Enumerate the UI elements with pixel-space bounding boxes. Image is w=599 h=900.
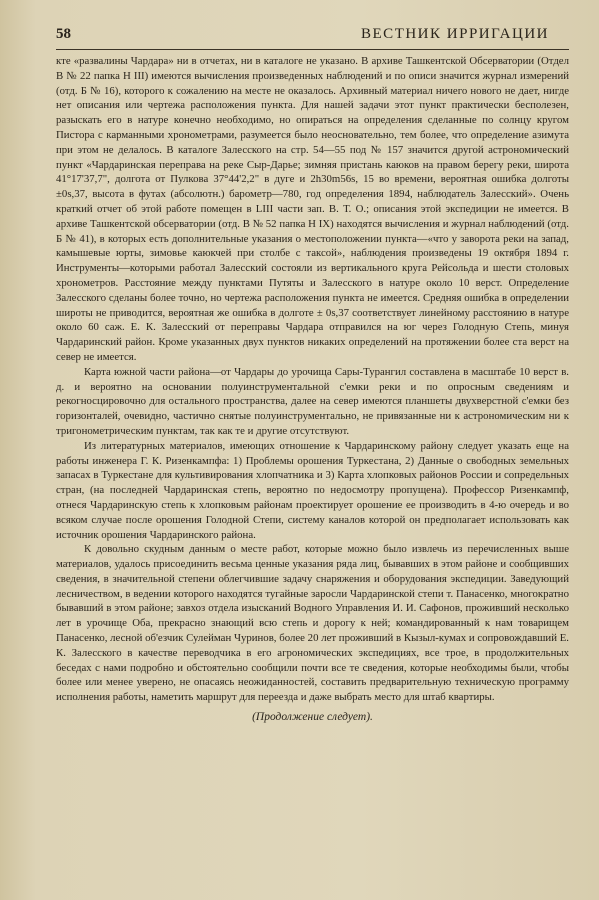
continued-note: (Продолжение следует). (252, 711, 373, 724)
article-body (56, 54, 569, 705)
paragraph-4: К довольно скудным данным о месте работ, которые можно было извлечь из перечисленных выше материалов, удалось присоединить весьма ценные указания ряда лиц, бывавших в этом районе и сообщивших сведения, в значительной степени облегчившие задачу снаряжения и оборудования экспедиции. Заведующий лесничеством, в ведении которого находятся тугайные заросли Чардаринской степи т. Панасенко, многократно бывавший в этом районе; завхоз отдела изысканий Водного Управления И. И. Сафонов, проживший несколько лет в урочище Оба, прекрасно знающий всю степь и дорогу к ней; командированный к нам товарищем Панасенко, лесной об'езчик Сулейман Чуринов, более 20 лет проживший в Кызыл-кумах и сопровождавший Е. К. Залесского в качестве переводчика в его агрономических экспедициях, все трое, в продолжительных беседах с нами подробно и обстоятельно сообщили почти все те сведения, которые необходимы были, чтобы более или менее уверено, не опасаясь неожиданностей, составить предварительную техническую программу исполнения работы, наметить маршрут для переезда и даже выбрать место для штаб квартиры. (56, 543, 569, 704)
paragraph-3: Из литературных материалов, имеющих отношение к Чардаринскому району следует указать еще на работы инженера Г. К. Ризенкампфа: 1) Проблемы орошения Туркестана, 2) Данные о свободных земельных запасах в Туркестане для культивирования хлопчатника и 3) Карта хлопковых районов России и сопредельных стран, (на последней Чардаринская степь, вероятно по недосмотру пропущена). Профессор Ризенкампф, отнеся Чардаринскую степь к хлопковым районам проектирует орошение ее производить в 4-ю очередь и во всяком случае после орошения Голодной Степи, систему каналов которой он предполагает использовать как источник орошения Чардаринского района. (56, 439, 569, 541)
running-title: ВЕСТНИК ИРРИГАЦИИ (361, 26, 549, 42)
paragraph-1: кте «развалины Чардара» ни в отчетах, ни в каталоге не указано. В архиве Ташкентской Обсерватории (Отдел В № 22 папка Н III) имеются вычисления произведенных наблюдений и по описи значится журнал измерений (отд. Б № 16), которого к сожалению на месте не оказалось. Архивный материал ничего нового не дает, нигде нет описания или чертежа расположения пункта. Для нашей задачи этот пункт практически бесполезен, разыскать его в натуре конечно необходимо, но опираться на определения сделанные по солнцу кругом Пистора с карманными хронометрами, разумеется было неосновательно, тем более, что определение азимута при этом не делалось. В каталоге Залесского на стр. 54—55 под № 157 значится другой астрономический пункт «Чардаринская переправа на реке Сыр-Дарье; зимняя пристань каюков на правом берегу реки, широта 41°17'37,7", долгота от Пулкова 37°44'2,2" в дуге и 2h30m56s, 15 во времени, вероятная ошибка долготы ±0s,37, высота в футах (абсолютн.) барометр—780, год определения 1894, наблюдатель Залесский». Очень краткий отчет об этой работе помещен в LIII части зап. В. Т. О.; описания этой экспедиции не имеется. В архиве Ташкентской обсерватории (отд. В № 52 папка Н IX) находятся вычисления и журнал наблюдений (отд. Б № 41), в которых есть дополнительные указания о местоположении пункта—«что у заворота реки на запад, камышевые юрты, зимовье каюкчей при столбе с таксой», наблюдения произведены 19 октября 1894 г. Инструменты—которыми работал Залесский состояли из вертикального круга Рейсольда и шести столовых хронометров. Расстояние между пунктами Путяты и Залесского в натуре около 10 верст. Определение Залесского сделаны более точно, но чертежа расположения пункта не имеется. Средняя ошибка в определении широты не приводится, вероятная же ошибка в долготе ± 0s,37 соответствует линейному расстоянию в натуре около 60 саж. Е. К. Залесский от переправы Чардара отправился на юг через Голодную Степь, минуя Чардаринский район. Кроме указанных двух пунктов никаких определений на протяжении более ста верст на север не имеется. (56, 55, 569, 363)
page-header (56, 26, 569, 50)
paragraph-2: Карта южной части района—от Чардары до урочища Сары-Турангил составлена в масштабе 10 верст в. д. и вероятно на основании полуинструментальной с'емки реки и по опросным сведениям и рекогносцировочно для остального пространства, далее на север имеются планшеты двухверстной с'емки без горизонталей, очевидно, частично снятые полуинструментально, не привязанные ни к астрономическим ни к тригонометрическим пунктам, так как те и другие отсутствуют. (56, 365, 569, 437)
page-number: 58 (56, 26, 71, 42)
